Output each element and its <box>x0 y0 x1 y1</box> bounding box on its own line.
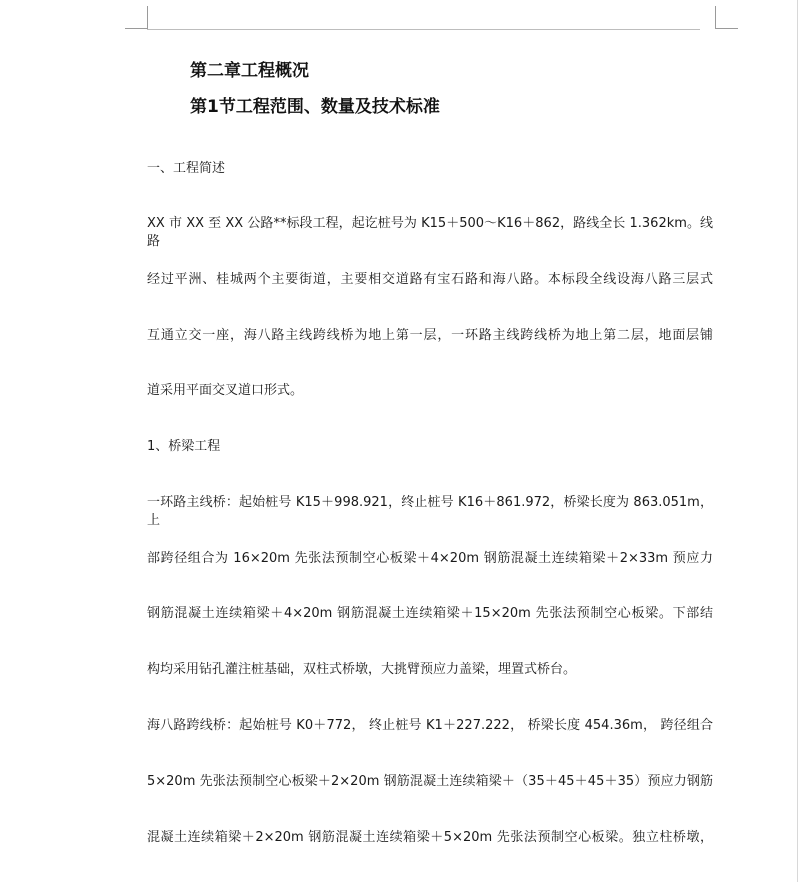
overview-line: 经过平洲、桂城两个主要街道，主要相交道路有宝石路和海八路。本标段全线设海八路三层式 <box>147 272 713 287</box>
section-title: 第1节工程范围、数量及技术标准 <box>190 97 440 117</box>
overview-line: XX 市 XX 至 XX 公路**标段工程，起讫桩号为 K15＋500～K16＋862，路线全长 1.362km。线路 <box>147 216 713 249</box>
bridge-line: 部跨径组合为 16×20m 先张法预制空心板梁＋4×20m 钢筋混凝土连续箱梁＋2×33m 预应力 <box>147 551 713 566</box>
bridge-line: 5×20m 先张法预制空心板梁＋2×20m 钢筋混凝土连续箱梁＋（35＋45＋45＋35）预应力钢筋 <box>147 774 713 789</box>
chapter-title: 第二章工程概况 <box>190 61 309 81</box>
crop-mark-top-left-vertical <box>147 6 148 28</box>
bridge-line: 海八路跨线桥：起始桩号 K0＋772， 终止桩号 K1＋227.222， 桥梁长度 454.36m， 跨径组合 <box>147 718 713 733</box>
bridge-line: 构均采用钻孔灌注桩基础，双柱式桥墩，大挑臂预应力盖梁，埋置式桥台。 <box>147 662 577 677</box>
bridge-line: 钢筋混凝土连续箱梁＋4×20m 钢筋混凝土连续箱梁＋15×20m 先张法预制空心板梁。下部结 <box>147 606 713 621</box>
crop-mark-top-right-vertical <box>715 6 716 28</box>
overview-line: 道采用平面交叉道口形式。 <box>147 383 304 398</box>
subheading-bridge: 1、桥梁工程 <box>147 439 221 454</box>
bridge-line: 一环路主线桥：起始桩号 K15＋998.921，终止桩号 K16＋861.972，桥梁长度为 863.051m， 上 <box>147 495 713 528</box>
header-rule <box>147 29 700 30</box>
subheading-overview: 一、工程简述 <box>147 161 226 176</box>
overview-line: 互通立交一座，海八路主线跨线桥为地上第一层，一环路主线跨线桥为地上第二层，地面层铺 <box>147 328 713 343</box>
bridge-line: 混凝土连续箱梁＋2×20m 钢筋混凝土连续箱梁＋5×20m 先张法预制空心板梁。独立柱桥墩， <box>147 830 713 845</box>
crop-mark-top-left-horizontal <box>125 28 148 29</box>
crop-mark-top-right-horizontal <box>715 28 738 29</box>
